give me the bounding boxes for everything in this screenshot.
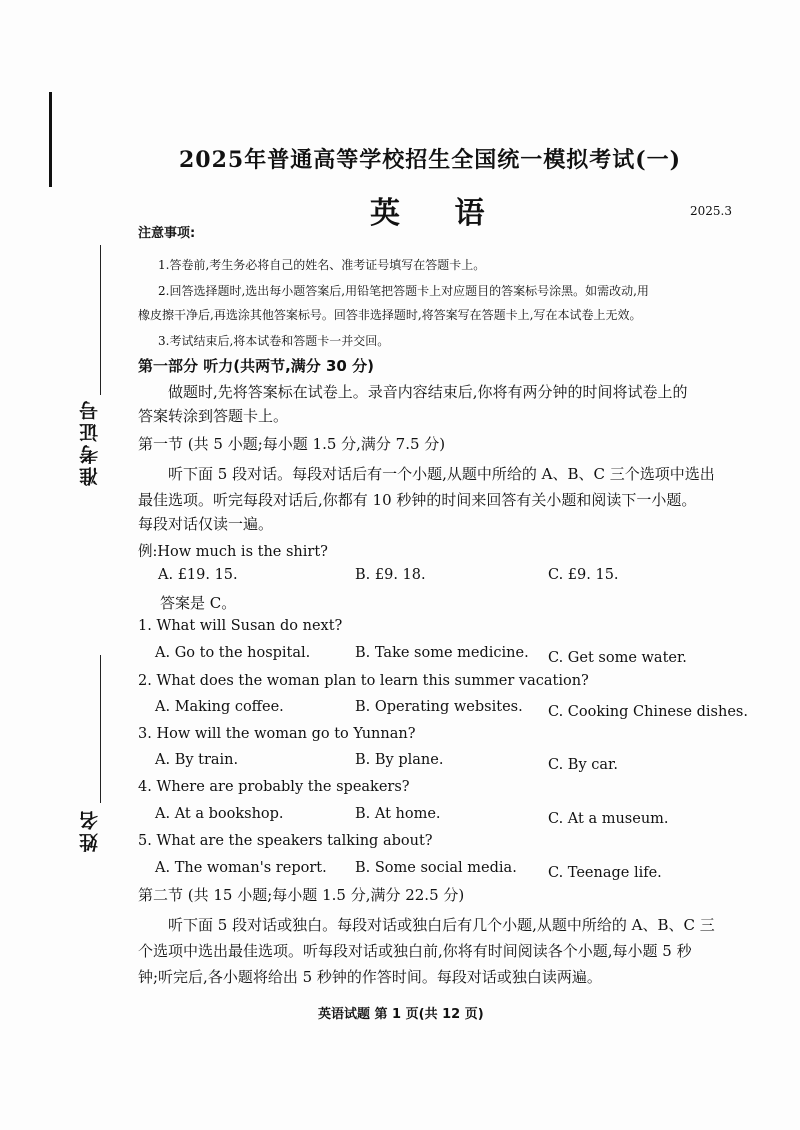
question-5: 5. What are the speakers talking about? [138, 833, 433, 849]
question-4-option-c: C. At a museum. [548, 811, 669, 827]
binding-line [49, 92, 52, 187]
question-5-option-a: A. The woman's report. [155, 860, 327, 876]
exam-date: 2025.3 [690, 204, 732, 218]
section1-intro-line2: 最佳选项。听完每段对话后,你都有 10 秒钟的时间来回答有关小题和阅读下一小题。 [138, 491, 697, 509]
notice-item-2-line2: 橡皮擦干净后,再选涂其他答案标号。回答非选择题时,将答案写在答题卡上,写在本试卷上无效。 [138, 308, 642, 322]
question-2-option-b: B. Operating websites. [355, 699, 523, 715]
question-4-option-a: A. At a bookshop. [155, 806, 284, 822]
exam-number-line [100, 245, 101, 395]
notice-item-1: 1.答卷前,考生务必将自己的姓名、准考证号填写在答题卡上。 [158, 258, 486, 272]
section2-heading: 第二节 (共 15 小题;每小题 1.5 分,满分 22.5 分) [138, 886, 465, 904]
section1-intro-line3: 每段对话仅读一遍。 [138, 515, 274, 533]
exam-title: 2025年普通高等学校招生全国统一模拟考试(一) [178, 147, 682, 173]
question-1-option-c: C. Get some water. [548, 650, 687, 666]
subject-title: 英 语 [370, 196, 507, 231]
question-1-option-a: A. Go to the hospital. [155, 645, 311, 661]
question-3-option-c: C. By car. [548, 757, 618, 773]
example-answer: 答案是 C。 [160, 594, 237, 612]
question-4-option-b: B. At home. [355, 806, 441, 822]
question-1-option-b: B. Take some medicine. [355, 645, 529, 661]
section2-intro-line3: 钟;听完后,各小题将给出 5 秒钟的作答时间。每段对话或独白读两遍。 [138, 968, 602, 986]
name-line [100, 655, 101, 803]
notice-heading: 注意事项: [138, 226, 196, 241]
page-footer: 英语试题 第 1 页(共 12 页) [318, 1007, 484, 1022]
example-option-b: B. £9. 18. [355, 567, 426, 583]
notice-item-3: 3.考试结束后,将本试卷和答题卡一并交回。 [158, 334, 390, 348]
example-question: 例:How much is the shirt? [138, 544, 328, 560]
question-2-option-a: A. Making coffee. [155, 699, 284, 715]
question-3-option-b: B. By plane. [355, 752, 444, 768]
question-3: 3. How will the woman go to Yunnan? [138, 726, 416, 742]
section2-intro-line2: 个选项中选出最佳选项。听每段对话或独白前,你将有时间阅读各个小题,每小题 5 秒 [138, 942, 692, 960]
example-option-a: A. £19. 15. [158, 567, 238, 583]
section1-intro-line1: 听下面 5 段对话。每段对话后有一个小题,从题中所给的 A、B、C 三个选项中选出 [168, 465, 715, 483]
question-1: 1. What will Susan do next? [138, 618, 343, 634]
question-5-option-b: B. Some social media. [355, 860, 517, 876]
exam-number-label: 准考证号 [79, 398, 101, 486]
section2-intro-line1: 听下面 5 段对话或独白。每段对话或独白后有几个小题,从题中所给的 A、B、C 三 [168, 916, 715, 934]
question-2-option-c: C. Cooking Chinese dishes. [548, 704, 748, 720]
section1-heading: 第一节 (共 5 小题;每小题 1.5 分,满分 7.5 分) [138, 435, 446, 453]
question-5-option-c: C. Teenage life. [548, 865, 662, 881]
part1-intro-line1: 做题时,先将答案标在试卷上。录音内容结束后,你将有两分钟的时间将试卷上的 [168, 383, 688, 401]
part1-intro-line2: 答案转涂到答题卡上。 [138, 407, 289, 425]
question-3-option-a: A. By train. [155, 752, 239, 768]
part1-heading: 第一部分 听力(共两节,满分 30 分) [138, 357, 374, 375]
notice-item-2-line1: 2.回答选择题时,选出每小题答案后,用铅笔把答题卡上对应题目的答案标号涂黑。如需改动,用 [158, 284, 649, 298]
name-label: 姓名 [79, 808, 101, 852]
question-2: 2. What does the woman plan to learn this summer vacation? [138, 673, 589, 689]
example-option-c: C. £9. 15. [548, 567, 619, 583]
question-4: 4. Where are probably the speakers? [138, 779, 410, 795]
